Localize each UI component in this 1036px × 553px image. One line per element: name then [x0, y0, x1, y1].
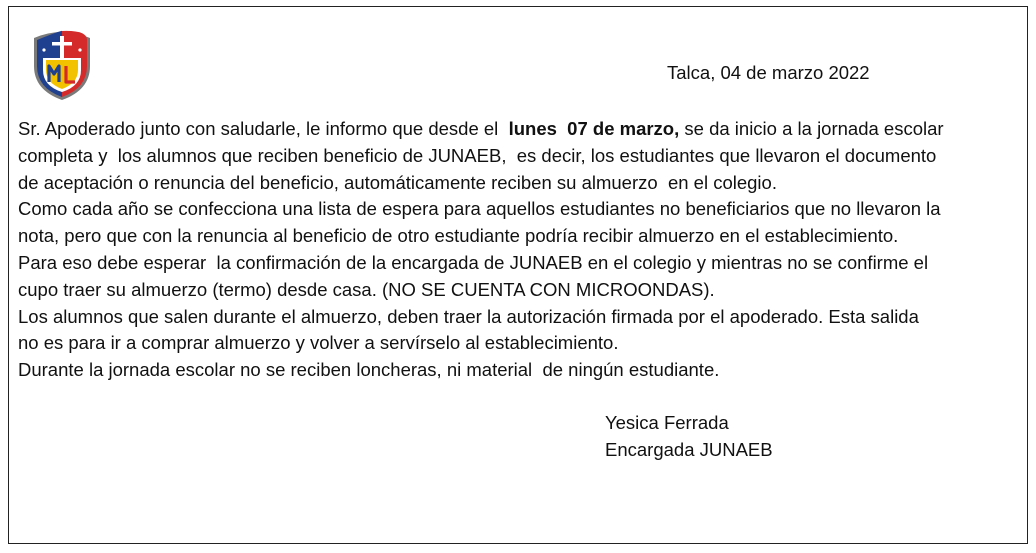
- body-line: Para eso debe esperar la confirmación de la encargada de JUNAEB en el colegio y mientras no se confirme el: [18, 251, 929, 273]
- letter-date: Talca, 04 de marzo 2022: [667, 62, 870, 83]
- body-line: cupo traer su almuerzo (termo) desde casa. (NO SE CUENTA CON MICROONDAS).: [18, 278, 715, 300]
- body-text: Sr. Apoderado junto con saludarle, le informo que desde el: [18, 118, 509, 139]
- body-text: se da inicio a la jornada escolar: [679, 118, 944, 139]
- letter-body: [18, 116, 1018, 384]
- signer-role: Encargada JUNAEB: [605, 438, 773, 460]
- body-line: Los alumnos que salen durante el almuerzo, deben traer la autorización firmada por el apoderado. Esta salida: [18, 305, 919, 327]
- body-line: Como cada año se confecciona una lista de espera para aquellos estudiantes no beneficiarios que no llevaron la: [18, 198, 941, 220]
- body-line: completa y los alumnos que reciben beneficio de JUNAEB, es decir, los estudiantes que llevaron el documento: [18, 144, 937, 166]
- body-line: [18, 116, 1018, 143]
- body-line: Durante la jornada escolar no se reciben loncheras, ni material de ningún estudiante.: [18, 359, 720, 381]
- body-line: nota, pero que con la renuncia al beneficio de otro estudiante podría recibir almuerzo en el establecimiento.: [18, 225, 899, 247]
- body-line: no es para ir a comprar almuerzo y volver a servírselo al establecimiento.: [18, 332, 619, 354]
- body-line: de aceptación o renuncia del beneficio, automáticamente reciben su almuerzo en el colegio.: [18, 171, 777, 193]
- signature-block: [605, 410, 773, 464]
- school-crest-logo: [28, 28, 96, 102]
- signer-name: Yesica Ferrada: [605, 412, 729, 433]
- highlight-date: lunes 07 de marzo,: [508, 118, 680, 139]
